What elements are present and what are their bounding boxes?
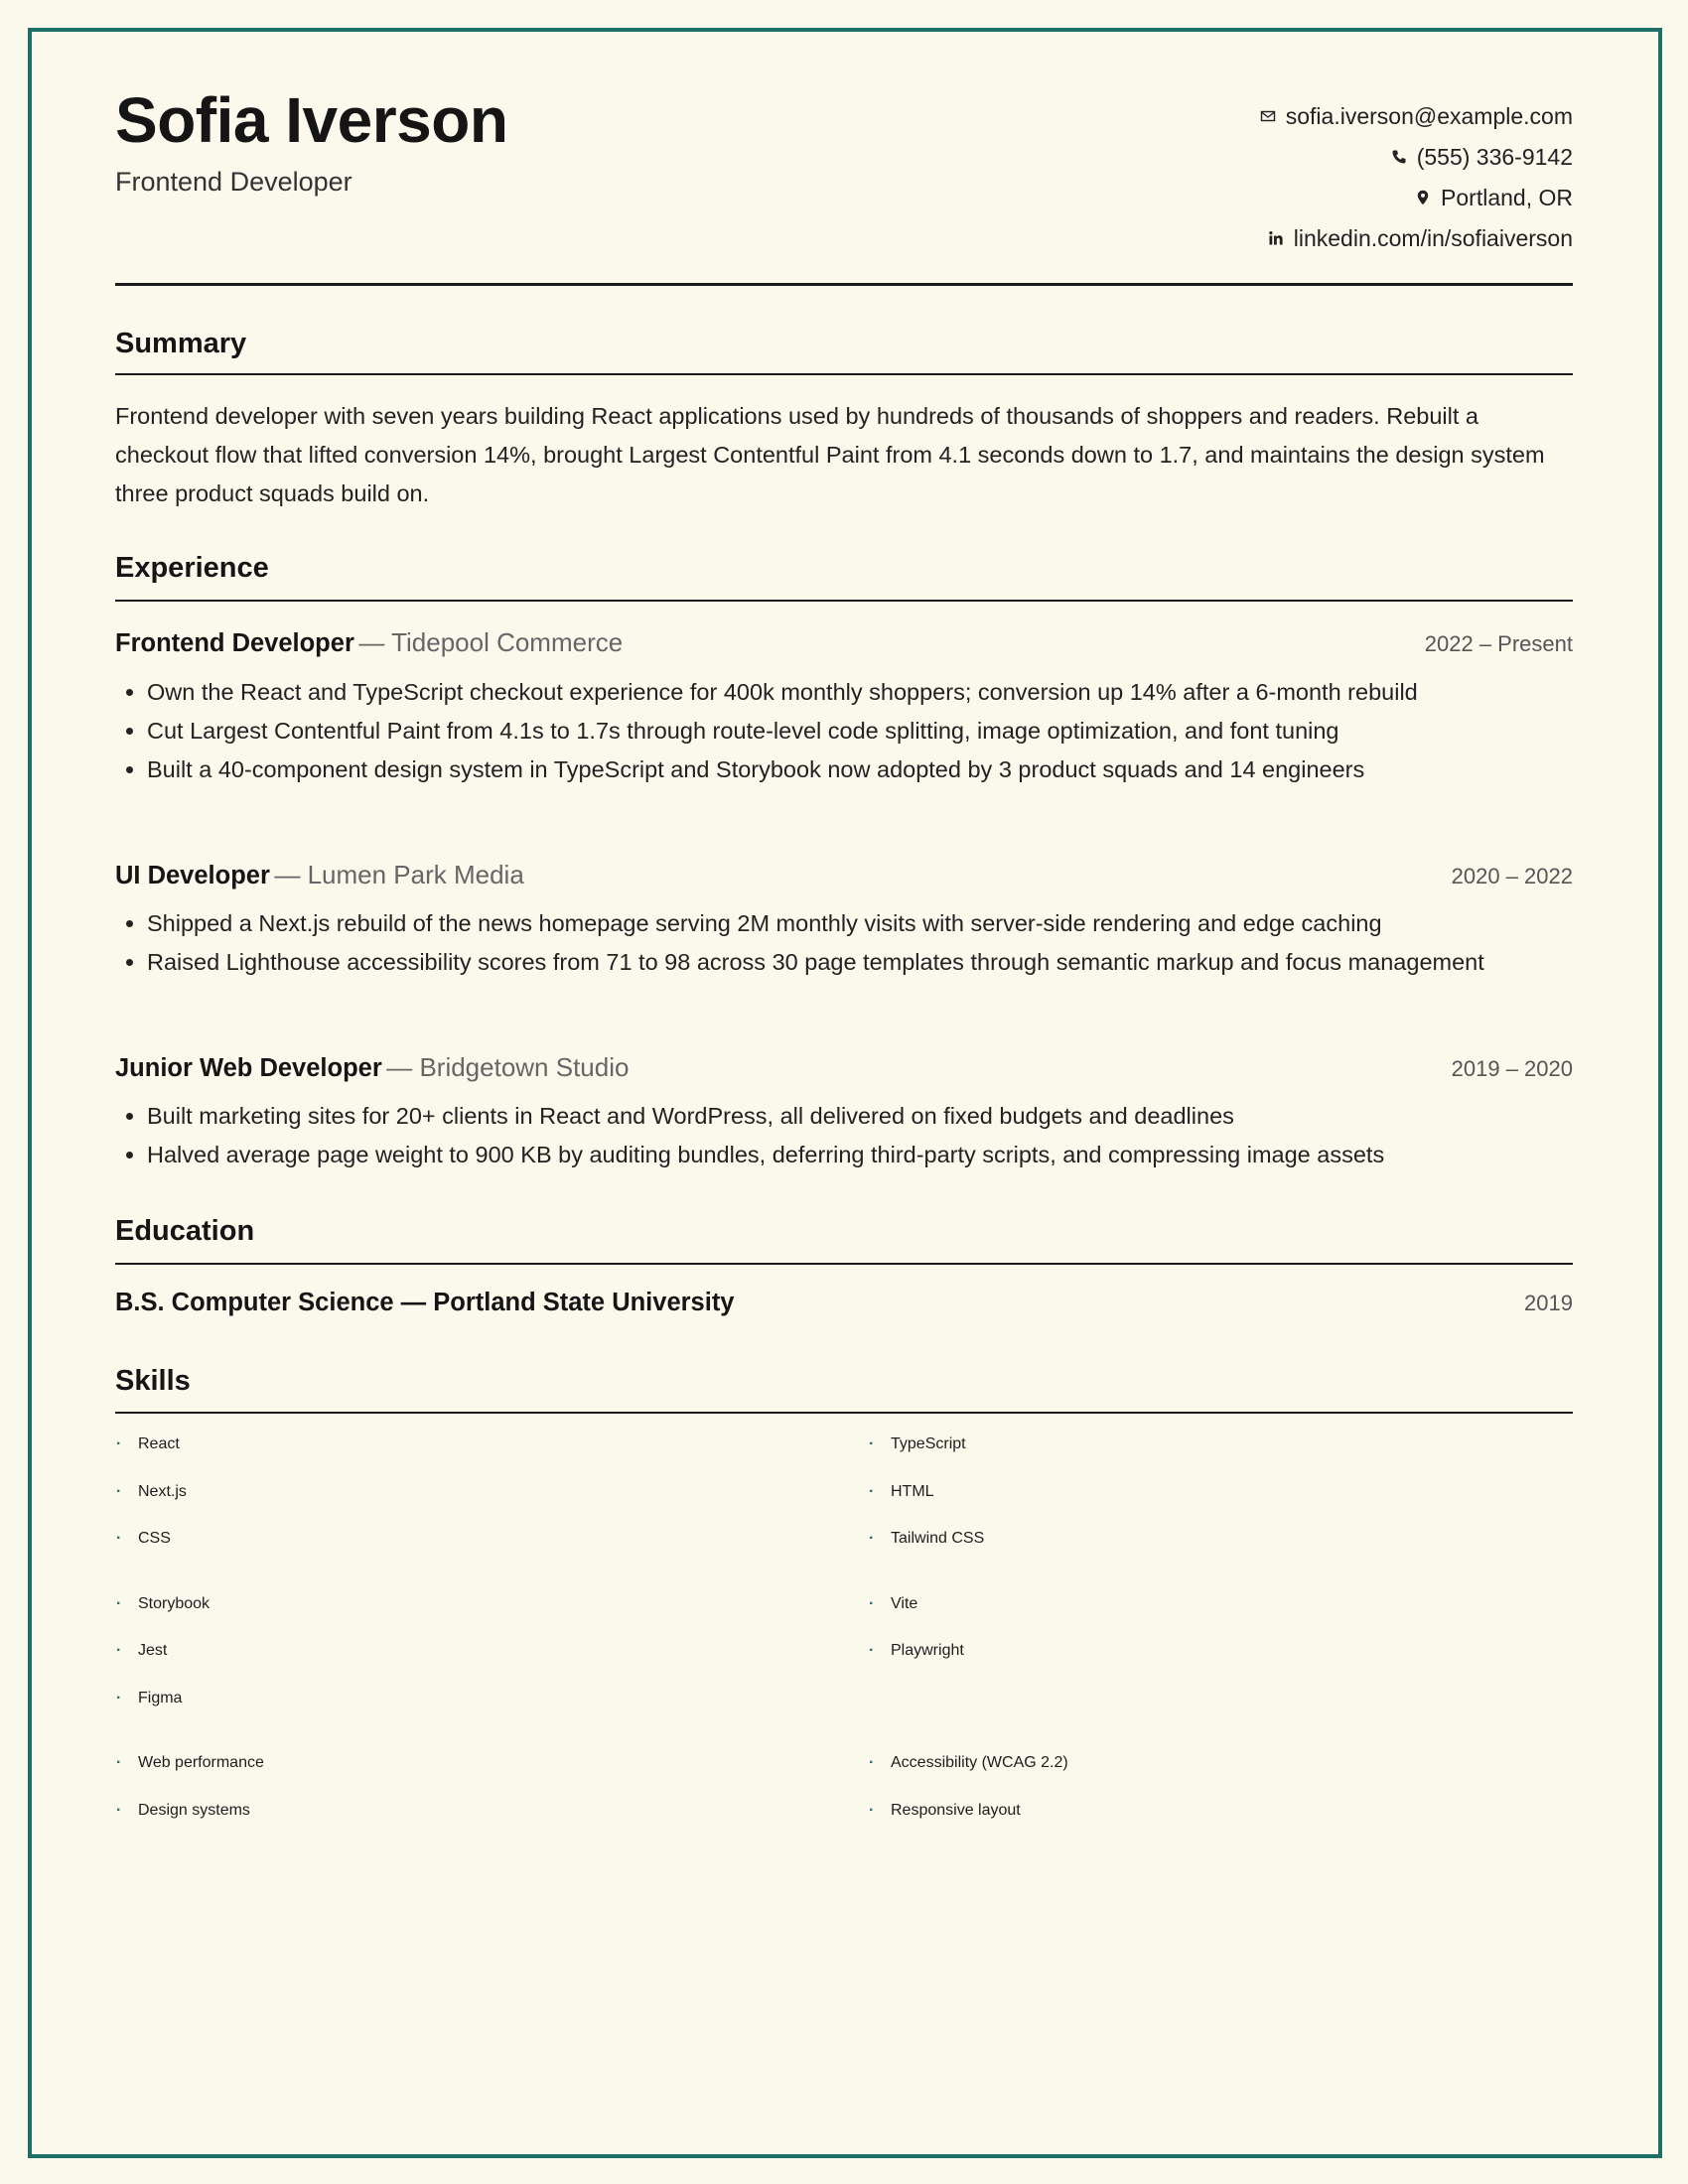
contact-email[interactable] [1260, 95, 1573, 136]
skill-bullet: · [869, 1754, 875, 1771]
candidate-name: Sofia Iverson [115, 84, 508, 156]
skill-bullet: · [116, 1802, 122, 1819]
mail-icon [1260, 108, 1276, 124]
skill-item: · Vite [869, 1595, 918, 1612]
summary-text: Frontend developer with seven years building React applications used by hundreds of thousands of shoppers and readers. Rebuilt a checkout flow that lifted conversion 14%, brought Largest Contentful Paint from 4.1 seconds down to 1.7, and maintains the design system three product squads build on. [115, 403, 1545, 506]
phone-icon [1391, 149, 1407, 165]
contact-phone-text: (555) 336-9142 [1416, 143, 1573, 170]
location-pin-icon [1415, 190, 1431, 205]
resume-page [115, 0, 1573, 2184]
skill-bullet: · [116, 1754, 122, 1771]
contact-linkedin-text: linkedin.com/in/sofiaiverson [1293, 224, 1573, 251]
section-rule [115, 600, 1573, 602]
job-bullets [115, 1097, 1573, 1174]
job-bullets [115, 904, 1573, 982]
skill-item: · Storybook [116, 1595, 211, 1612]
skill-bullet: · [869, 1435, 875, 1452]
skill-bullet: · [116, 1530, 122, 1547]
contact-info [1260, 95, 1573, 258]
job-company: — Tidepool Commerce [358, 627, 624, 657]
contact-email-text: sofia.iverson@example.com [1285, 102, 1573, 129]
linkedin-icon [1268, 230, 1284, 246]
job-title: UI Developer [115, 862, 270, 889]
skill-item: · Figma [116, 1690, 183, 1706]
job-header [115, 860, 1573, 890]
skill-item: · Next.js [116, 1483, 187, 1500]
section-rule [115, 1412, 1573, 1414]
skill-item: · Responsive layout [869, 1802, 1021, 1819]
job-bullet: • Cut Largest Contentful Paint from 4.1s to 1.7s through route-level code splitting, image optimization, and font tuning [147, 712, 1573, 751]
job-bullet: • Halved average page weight to 900 KB by auditing bundles, deferring third-party scripts, and compressing image assets [147, 1136, 1573, 1174]
contact-location-text: Portland, OR [1441, 184, 1573, 210]
section-rule [115, 1263, 1573, 1265]
skill-bullet: · [116, 1642, 122, 1659]
job-bullet: • Built a 40-component design system in TypeScript and Storybook now adopted by 3 product squads and 14 engineers [147, 751, 1573, 789]
skill-item: · Playwright [869, 1642, 964, 1659]
section-title-education: Education [115, 1215, 255, 1247]
job-header [115, 627, 1573, 658]
job-bullet: • Built marketing sites for 20+ clients in React and WordPress, all delivered on fixed budgets and deadlines [147, 1097, 1573, 1136]
skill-item: · CSS [116, 1530, 171, 1547]
skill-bullet: · [116, 1595, 122, 1612]
skill-bullet: · [116, 1483, 122, 1500]
job-heading [115, 1052, 629, 1083]
contact-location [1260, 177, 1573, 217]
skill-item: · Accessibility (WCAG 2.2) [869, 1754, 1068, 1771]
skill-item: · Design systems [116, 1802, 250, 1819]
candidate-role: Frontend Developer [115, 167, 352, 197]
skill-item: · Web performance [116, 1754, 264, 1771]
skill-item: · HTML [869, 1483, 934, 1500]
job-company: — Lumen Park Media [274, 860, 524, 889]
job-dates: 2019 – 2020 [1451, 1056, 1573, 1081]
skill-bullet: · [869, 1483, 875, 1500]
section-title-experience: Experience [115, 552, 269, 584]
education-year: 2019 [1524, 1291, 1573, 1315]
section-title-summary: Summary [115, 328, 247, 359]
contact-phone[interactable] [1260, 136, 1573, 177]
section-rule [115, 373, 1573, 375]
skill-bullet: · [869, 1595, 875, 1612]
skill-bullet: · [116, 1690, 122, 1706]
job-company: — Bridgetown Studio [386, 1052, 630, 1082]
education-degree: B.S. Computer Science — Portland State University [115, 1289, 735, 1316]
skill-item: · React [116, 1435, 180, 1452]
section-title-skills: Skills [115, 1365, 191, 1397]
job-title: Junior Web Developer [115, 1054, 382, 1082]
education-entry [115, 1289, 1573, 1317]
job-bullet: • Raised Lighthouse accessibility scores from 71 to 98 across 30 page templates through semantic markup and focus management [147, 943, 1573, 982]
job-heading [115, 627, 623, 658]
job-title: Frontend Developer [115, 629, 354, 657]
skill-item: · Tailwind CSS [869, 1530, 985, 1547]
job-heading [115, 860, 524, 890]
skill-item: · Jest [116, 1642, 168, 1659]
job-bullet: • Own the React and TypeScript checkout experience for 400k monthly shoppers; conversion up 14% after a 6-month rebuild [147, 673, 1573, 712]
skill-bullet: · [869, 1802, 875, 1819]
skill-bullet: · [116, 1435, 122, 1452]
skill-bullet: · [869, 1530, 875, 1547]
contact-linkedin[interactable] [1260, 217, 1573, 258]
job-header [115, 1052, 1573, 1083]
job-dates: 2020 – 2022 [1451, 864, 1573, 888]
header-divider [115, 283, 1573, 286]
job-dates: 2022 – Present [1424, 631, 1573, 656]
job-bullet: • Shipped a Next.js rebuild of the news homepage serving 2M monthly visits with server-side rendering and edge caching [147, 904, 1573, 943]
skill-bullet: · [869, 1642, 875, 1659]
skill-item: · TypeScript [869, 1435, 966, 1452]
job-bullets [115, 673, 1573, 789]
